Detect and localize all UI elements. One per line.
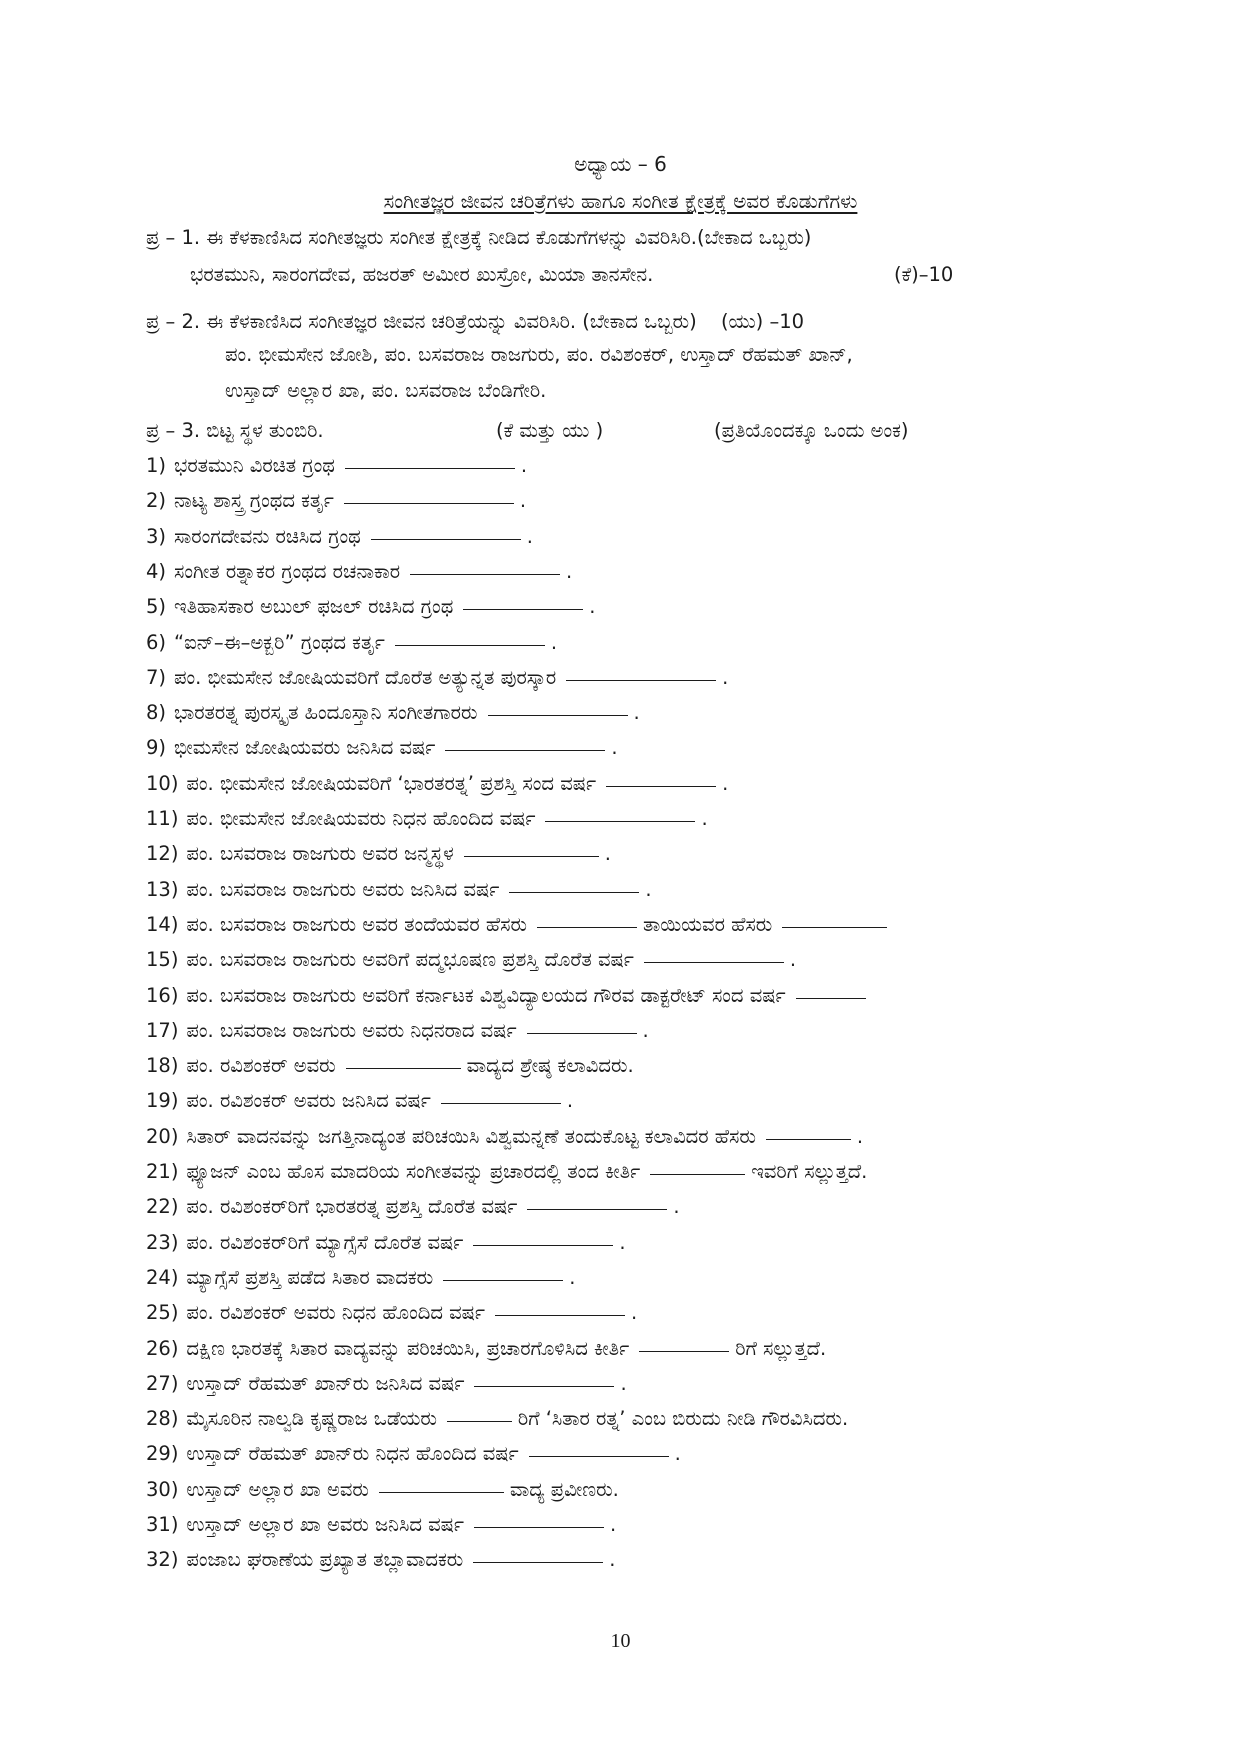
item-prompt: ಭರತಮುನಿ ವಿರಚಿತ ಗ್ರಂಥ — [174, 454, 335, 477]
question-2-text: ಪ್ರ – 2. ಈ ಕೆಳಕಾಣಿಸಿದ ಸಂಗೀತಜ್ಞರ ಜೀವನ ಚರಿತ್ರೆಯನ್ನು ವಿವರಿಸಿರಿ. (ಬೇಕಾದ ಒಬ್ಬರು) — [146, 310, 697, 333]
item-number: 32) — [146, 1548, 179, 1572]
item-number: 15) — [146, 948, 179, 972]
answer-blank[interactable] — [606, 785, 716, 787]
question-2-names-1: ಪಂ. ಭೀಮಸೇನ ಜೋಶಿ, ಪಂ. ಬಸವರಾಜ ರಾಜಗುರು, ಪಂ. ರವಿಶಂಕರ್, ಉಸ್ತಾದ್ ರೆಹಮತ್ ಖಾನ್, — [225, 343, 853, 366]
item-number: 9) — [146, 736, 167, 760]
item-prompt: ದಕ್ಷಿಣ ಭಾರತಕ್ಕೆ ಸಿತಾರ ವಾದ್ಯವನ್ನು ಪರಿಚಯಿಸಿ, ಪ್ರಚಾರಗೊಳಿಸಿದ ಕೀರ್ತಿ — [186, 1336, 630, 1360]
fill-blank-item — [146, 1265, 575, 1291]
answer-blank[interactable] — [371, 538, 521, 540]
answer-blank[interactable] — [488, 714, 628, 716]
answer-blank[interactable] — [782, 926, 887, 928]
fill-blank-item — [146, 524, 533, 550]
item-suffix: . — [856, 1124, 864, 1148]
item-suffix: . — [610, 1513, 617, 1536]
item-suffix: . — [569, 1265, 576, 1289]
fill-blank-item — [146, 1441, 681, 1467]
fill-blank-item — [146, 877, 652, 903]
item-suffix: . — [722, 771, 729, 795]
item-prompt: ಮೈಸೂರಿನ ನಾಲ್ವಡಿ ಕೃಷ್ಣರಾಜ ಒಡೆಯರು — [186, 1407, 437, 1431]
item-number: 11) — [146, 807, 179, 830]
item-prompt: ಪಂಜಾಬ ಘರಾಣೆಯ ಪ್ರಖ್ಯಾತ ತಬ್ಲಾವಾದಕರು — [186, 1548, 464, 1572]
item-prompt: ಮ್ಯಾಗ್ಸೆಸೆ ಪ್ರಶಸ್ತಿ ಪಡೆದ ಸಿತಾರ ವಾದಕರು — [186, 1265, 434, 1289]
item-prompt: ಪಂ. ಬಸವರಾಜ ರಾಜಗುರು ಅವರು ನಿಧನರಾದ ವರ್ಷ — [186, 1018, 517, 1042]
item-number: 18) — [146, 1054, 179, 1078]
item-prompt-continued: ತಾಯಿಯವರ ಹೆಸರು — [643, 912, 773, 936]
item-number: 1) — [146, 454, 167, 477]
answer-blank[interactable] — [464, 855, 599, 857]
item-number: 13) — [146, 877, 179, 901]
item-prompt: ಉಸ್ತಾದ್ ರೆಹಮತ್ ಖಾನ್‌ರು ಜನಿಸಿದ ವರ್ಷ — [186, 1371, 465, 1395]
answer-blank[interactable] — [346, 1067, 461, 1069]
fill-blank-item — [146, 1371, 627, 1397]
question-2-names-line-2 — [225, 378, 546, 404]
fill-blank-item — [146, 630, 557, 656]
item-suffix: . — [642, 1018, 649, 1042]
item-prompt: ಪಂ. ಬಸವರಾಜ ರಾಜಗುರು ಅವರ ಜನ್ಮಸ್ಥಳ — [186, 842, 454, 866]
fill-blank-item — [146, 1088, 573, 1114]
fill-blank-item — [146, 594, 596, 620]
question-1-names: ಭರತಮುನಿ, ಸಾರಂಗದೇವ, ಹಜರತ್ ಅಮೀರ ಖುಸ್ರೋ, ಮಿಯಾ ತಾನಸೇನ. — [190, 263, 654, 286]
item-number: 2) — [146, 489, 167, 513]
fill-blank-item — [146, 1194, 680, 1220]
page-number: 10 — [610, 1630, 631, 1652]
item-suffix: . — [701, 807, 708, 830]
item-suffix: . — [566, 559, 573, 583]
item-number: 28) — [146, 1407, 179, 1431]
chapter-heading: ಅಧ್ಯಾಯ – 6 — [574, 152, 667, 176]
answer-blank[interactable] — [766, 1138, 851, 1140]
item-suffix: . — [789, 948, 797, 972]
question-1 — [146, 225, 811, 251]
item-suffix: . — [673, 1195, 680, 1219]
item-number: 25) — [146, 1301, 179, 1325]
answer-blank[interactable] — [344, 502, 514, 504]
item-suffix: . — [722, 665, 729, 689]
question-2-names-2: ಉಸ್ತಾದ್ ಅಲ್ಲಾರ ಖಾ, ಪಂ. ಬಸವರಾಜ ಬೆಂಡಿಗೇರಿ. — [225, 379, 547, 402]
item-suffix: ಇವರಿಗೆ ಸಲ್ಲುತ್ತದೆ. — [751, 1160, 868, 1183]
item-number: 5) — [146, 595, 167, 619]
answer-blank[interactable] — [441, 1102, 561, 1104]
item-number: 3) — [146, 524, 167, 548]
fill-blank-item — [146, 488, 526, 514]
fill-blank-item — [146, 1053, 634, 1079]
item-prompt: ಪಂ. ಬಸವರಾಜ ರಾಜಗುರು ಅವರಿಗೆ ಪದ್ಮಭೂಷಣ ಪ್ರಶಸ್ತಿ ದೊರೆತ ವರ್ಷ — [186, 948, 634, 972]
answer-blank[interactable] — [529, 1455, 669, 1457]
item-number: 6) — [146, 630, 167, 654]
fill-blank-item — [146, 1018, 649, 1044]
question-3-type: (ಕೆ ಮತ್ತು ಯು ) — [496, 419, 604, 442]
item-prompt: ನಾಟ್ಯ ಶಾಸ್ತ್ರ ಗ್ರಂಥದ ಕರ್ತೃ — [174, 489, 334, 513]
item-number: 24) — [146, 1265, 179, 1289]
item-number: 7) — [146, 665, 167, 689]
item-prompt: ಸಂಗೀತ ರತ್ನಾಕರ ಗ್ರಂಥದ ರಚನಾಕಾರ — [174, 559, 401, 583]
item-suffix: . — [645, 877, 652, 901]
fill-blank-item — [146, 1124, 863, 1150]
answer-blank[interactable] — [445, 749, 605, 751]
item-number: 29) — [146, 1442, 179, 1466]
fill-blank-item — [146, 559, 572, 585]
item-suffix: ರಿಗೆ ‘ಸಿತಾರ ರತ್ನ’ ಎಂಬ ಬಿರುದು ನೀಡಿ ಗೌರವಿಸಿದರು. — [517, 1407, 849, 1431]
question-1-marks: (ಕೆ)–10 — [894, 263, 954, 286]
item-number: 20) — [146, 1124, 179, 1148]
answer-blank[interactable] — [796, 997, 866, 999]
chapter-title: ಸಂಗೀತಜ್ಞರ ಜೀವನ ಚರಿತ್ರೆಗಳು ಹಾಗೂ ಸಂಗೀತ ಕ್ಷೇತ್ರಕ್ಕೆ ಅವರ ಕೊಡುಗೆಗಳು — [383, 189, 858, 213]
item-number: 16) — [146, 983, 179, 1007]
item-suffix: . — [604, 842, 611, 866]
item-suffix: . — [519, 489, 527, 513]
item-prompt: ಭೀಮಸೇನ ಜೋಷಿಯವರು ಜನಿಸಿದ ವರ್ಷ — [174, 736, 436, 760]
item-number: 10) — [146, 771, 179, 795]
answer-blank[interactable] — [527, 1032, 637, 1034]
item-number: 26) — [146, 1336, 179, 1360]
item-number: 27) — [146, 1371, 179, 1395]
question-3-text: ಪ್ರ – 3. ಬಿಟ್ಟ ಸ್ಥಳ ತುಂಬಿರಿ. — [146, 419, 324, 442]
fill-blank-item — [146, 1336, 826, 1362]
item-number: 31) — [146, 1513, 179, 1536]
item-suffix: . — [589, 595, 596, 619]
item-prompt: ಫ್ಯೂಜನ್ ಎಂಬ ಹೊಸ ಮಾದರಿಯ ಸಂಗೀತವನ್ನು ಪ್ರಚಾರದಲ್ಲಿ ತಂದ ಕೀರ್ತಿ — [186, 1160, 641, 1183]
question-1-names-line — [190, 262, 954, 288]
item-prompt: ಭಾರತರತ್ನ ಪುರಸ್ಕೃತ ಹಿಂದೂಸ್ತಾನಿ ಸಂಗೀತಗಾರರು — [174, 701, 478, 725]
fill-blank-item — [146, 947, 796, 973]
fill-blank-item — [146, 912, 893, 938]
item-prompt: ಪಂ. ರವಿಶಂಕರ್ ಅವರು ಜನಿಸಿದ ವರ್ಷ — [186, 1089, 431, 1113]
answer-blank[interactable] — [474, 1526, 604, 1528]
item-number: 12) — [146, 842, 179, 866]
item-suffix: . — [526, 524, 533, 548]
fill-blank-item — [146, 841, 611, 867]
item-number: 21) — [146, 1160, 179, 1183]
item-suffix: . — [631, 1301, 638, 1325]
fill-blank-item — [146, 700, 640, 726]
item-number: 22) — [146, 1195, 179, 1219]
answer-blank[interactable] — [495, 1314, 625, 1316]
answer-blank[interactable] — [395, 644, 545, 646]
fill-blank-item — [146, 806, 708, 832]
item-prompt: ಪಂ. ರವಿಶಂಕರ್ ಅವರು ನಿಧನ ಹೊಂದಿದ ವರ್ಷ — [186, 1301, 485, 1325]
fill-blank-item — [146, 1547, 615, 1573]
answer-blank[interactable] — [566, 679, 716, 681]
item-number: 8) — [146, 701, 167, 725]
fill-blank-item — [146, 1159, 867, 1185]
item-number: 19) — [146, 1089, 179, 1113]
question-2-names-line-1 — [225, 342, 853, 368]
answer-blank[interactable] — [545, 820, 695, 822]
item-suffix: ವಾದ್ಯದ ಶ್ರೇಷ್ಠ ಕಲಾವಿದರು. — [466, 1054, 634, 1078]
answer-blank[interactable] — [410, 573, 560, 575]
answer-blank[interactable] — [379, 1491, 504, 1493]
item-prompt: ಪಂ. ರವಿಶಂಕರ್ ಅವರು — [186, 1054, 336, 1078]
fill-blank-item — [146, 1230, 626, 1256]
item-prompt: ಪಂ. ಬಸವರಾಜ ರಾಜಗುರು ಅವರು ಜನಿಸಿದ ವರ್ಷ — [186, 877, 500, 901]
question-2-marks: (ಯು) –10 — [720, 310, 805, 333]
item-number: 4) — [146, 559, 167, 583]
item-prompt: ಉಸ್ತಾದ್ ಅಲ್ಲಾರ ಖಾ ಅವರು — [186, 1477, 369, 1501]
item-prompt: ಪಂ. ರವಿಶಂಕರ್‌ರಿಗೆ ಮ್ಯಾಗ್ಸೆಸೆ ದೊರೆತ ವರ್ಷ — [186, 1230, 464, 1254]
item-suffix: ವಾದ್ಯ ಪ್ರವೀಣರು. — [509, 1477, 619, 1501]
item-number: 17) — [146, 1018, 179, 1042]
fill-blank-item — [146, 1477, 619, 1503]
question-1-text: ಪ್ರ – 1. ಈ ಕೆಳಕಾಣಿಸಿದ ಸಂಗೀತಜ್ಞರು ಸಂಗೀತ ಕ್ಷೇತ್ರಕ್ಕೆ ನೀಡಿದ ಕೊಡುಗೆಗಳನ್ನು ವಿವರಿಸಿರಿ.(ಬೇಕಾದ ಒಬ್ಬರು) — [146, 226, 812, 249]
fill-blank-item — [146, 453, 527, 479]
item-prompt: ಪಂ. ಬಸವರಾಜ ರಾಜಗುರು ಅವರ ತಂದೆಯವರ ಹೆಸರು — [186, 912, 527, 936]
item-suffix: . — [633, 701, 640, 725]
question-3-marks: (ಪ್ರತಿಯೊಂದಕ್ಕೂ ಒಂದು ಅಂಕ) — [714, 419, 909, 442]
answer-blank[interactable] — [345, 467, 515, 469]
answer-blank[interactable] — [527, 1208, 667, 1210]
item-suffix: . — [620, 1371, 627, 1395]
item-prompt: ಪಂ. ಭೀಮಸೇನ ಜೋಷಿಯವರಿಗೆ ‘ಭಾರತರತ್ನ’ ಪ್ರಶಸ್ತಿ ಸಂದ ವರ್ಷ — [186, 771, 597, 795]
item-prompt: ಸಿತಾರ್ ವಾದನವನ್ನು ಜಗತ್ತಿನಾದ್ಯಂತ ಪರಿಚಯಿಸಿ ವಿಶ್ವಮನ್ನಣೆ ತಂದುಕೊಟ್ಟ ಕಲಾವಿದರ ಹೆಸರು — [186, 1124, 756, 1148]
item-prompt: ಪಂ. ಭೀಮಸೇನ ಜೋಷಿಯವರು ನಿಧನ ಹೊಂದಿದ ವರ್ಷ — [186, 807, 536, 830]
item-prompt: ಉಸ್ತಾದ್ ರೆಹಮತ್ ಖಾನ್‌ರು ನಿಧನ ಹೊಂದಿದ ವರ್ಷ — [186, 1442, 519, 1466]
answer-blank[interactable] — [447, 1420, 512, 1422]
answer-blank[interactable] — [537, 926, 637, 928]
fill-blank-item — [146, 983, 872, 1009]
answer-blank[interactable] — [644, 961, 784, 963]
answer-blank[interactable] — [509, 891, 639, 893]
item-suffix: . — [520, 454, 528, 477]
fill-blank-item — [146, 665, 728, 691]
answer-blank[interactable] — [474, 1385, 614, 1387]
fill-blank-item — [146, 1300, 637, 1326]
item-prompt: ಪಂ. ರವಿಶಂಕರ್‌ರಿಗೆ ಭಾರತರತ್ನ ಪ್ರಶಸ್ತಿ ದೊರೆತ ವರ್ಷ — [186, 1195, 518, 1219]
item-suffix: . — [550, 630, 558, 654]
fill-blank-item — [146, 1406, 848, 1432]
fill-blank-item — [146, 735, 618, 761]
item-suffix: . — [674, 1442, 681, 1466]
item-suffix: . — [609, 1548, 616, 1572]
item-prompt: ಪಂ. ಭೀಮಸೇನ ಜೋಷಿಯವರಿಗೆ ದೊರೆತ ಅತ್ಯುನ್ನತ ಪುರಸ್ಕಾರ — [174, 665, 557, 689]
item-suffix: ರಿಗೆ ಸಲ್ಲುತ್ತದೆ. — [735, 1336, 827, 1360]
item-prompt: ಪಂ. ಬಸವರಾಜ ರಾಜಗುರು ಅವರಿಗೆ ಕರ್ನಾಟಕ ವಿಶ್ವವಿದ್ಯಾಲಯದ ಗೌರವ ಡಾಕ್ಟರೇಟ್ ಸಂದ ವರ್ಷ — [186, 983, 786, 1007]
question-3 — [146, 418, 909, 444]
item-prompt: ಸಾರಂಗದೇವನು ರಚಿಸಿದ ಗ್ರಂಥ — [174, 524, 361, 548]
question-2 — [146, 309, 804, 335]
item-prompt: ಇತಿಹಾಸಕಾರ ಅಬುಲ್ ಫಜಲ್ ರಚಿಸಿದ ಗ್ರಂಥ — [174, 595, 454, 619]
answer-blank[interactable] — [639, 1350, 729, 1352]
answer-blank[interactable] — [650, 1173, 745, 1175]
answer-blank[interactable] — [443, 1279, 563, 1281]
answer-blank[interactable] — [473, 1561, 603, 1563]
fill-blank-item — [146, 1512, 616, 1538]
item-number: 23) — [146, 1230, 179, 1254]
item-suffix: . — [566, 1089, 574, 1113]
item-suffix: . — [611, 736, 618, 760]
fill-blank-item — [146, 771, 728, 797]
item-number: 14) — [146, 912, 179, 936]
answer-blank[interactable] — [463, 608, 583, 610]
item-prompt: ಉಸ್ತಾದ್ ಅಲ್ಲಾರ ಖಾ ಅವರು ಜನಿಸಿದ ವರ್ಷ — [186, 1513, 465, 1536]
item-number: 30) — [146, 1477, 179, 1501]
answer-blank[interactable] — [473, 1244, 613, 1246]
item-prompt: “ಐನ್–ಈ–ಅಕ್ಬರಿ” ಗ್ರಂಥದ ಕರ್ತೃ — [174, 630, 385, 654]
item-suffix: . — [619, 1230, 626, 1254]
